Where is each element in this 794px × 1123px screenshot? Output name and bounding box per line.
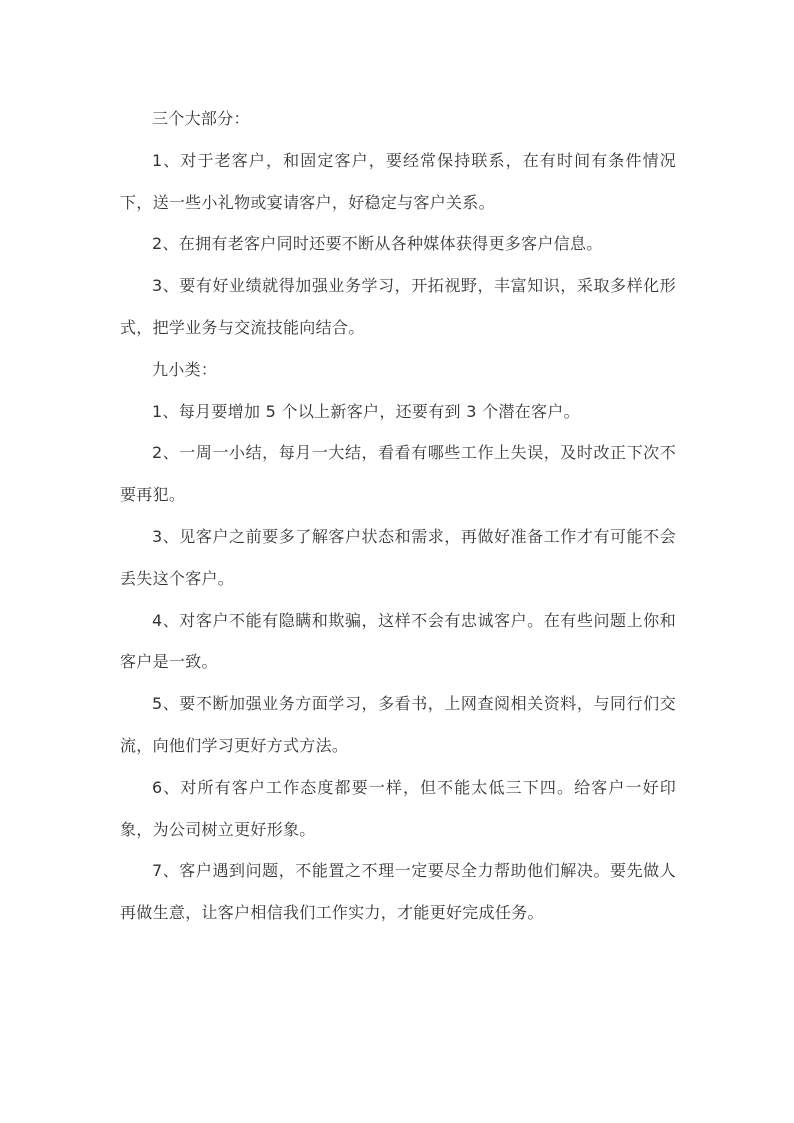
- paragraph-part-3: 3、要有好业绩就得加强业务学习，开拓视野，丰富知识，采取多样化形式，把学业务与交流技能向结合。: [120, 276, 676, 337]
- paragraph-category-7: 7、客户遇到问题，不能置之不理一定要尽全力帮助他们解决。要先做人再做生意，让客户相信我们工作实力，才能更好完成任务。: [120, 861, 676, 923]
- paragraph-part-1: 1、对于老客户，和固定客户，要经常保持联系，在有时间有条件情况下，送一些小礼物或宴请客户，好稳定与客户关系。: [120, 150, 676, 212]
- paragraph-category-5: 5、要不断加强业务方面学习，多看书，上网查阅相关资料，与同行们交流，向他们学习更好方式方法。: [120, 694, 676, 755]
- paragraph-category-3: 3、见客户之前要多了解客户状态和需求，再做好准备工作才有可能不会丢失这个客户。: [120, 526, 676, 588]
- paragraph-part-2: 2、在拥有老客户同时还要不断从各种媒体获得更多客户信息。: [152, 234, 603, 254]
- section-heading-three-parts: 三个大部分：: [152, 109, 250, 128]
- paragraph-category-1: 1、每月要增加 5 个以上新客户，还要有到 3 个潜在客户。: [152, 401, 580, 421]
- section-heading-nine-categories: 九小类：: [152, 359, 218, 379]
- paragraph-category-2: 2、一周一小结，每月一大结，看看有哪些工作上失误，及时改正下次不要再犯。: [120, 443, 676, 505]
- paragraph-category-4: 4、对客户不能有隐瞒和欺骗，这样不会有忠诚客户。在有些问题上你和客户是一致。: [120, 610, 676, 672]
- paragraph-category-6: 6、对所有客户工作态度都要一样，但不能太低三下四。给客户一好印象，为公司树立更好形象。: [120, 777, 676, 839]
- document-body: [120, 98, 676, 934]
